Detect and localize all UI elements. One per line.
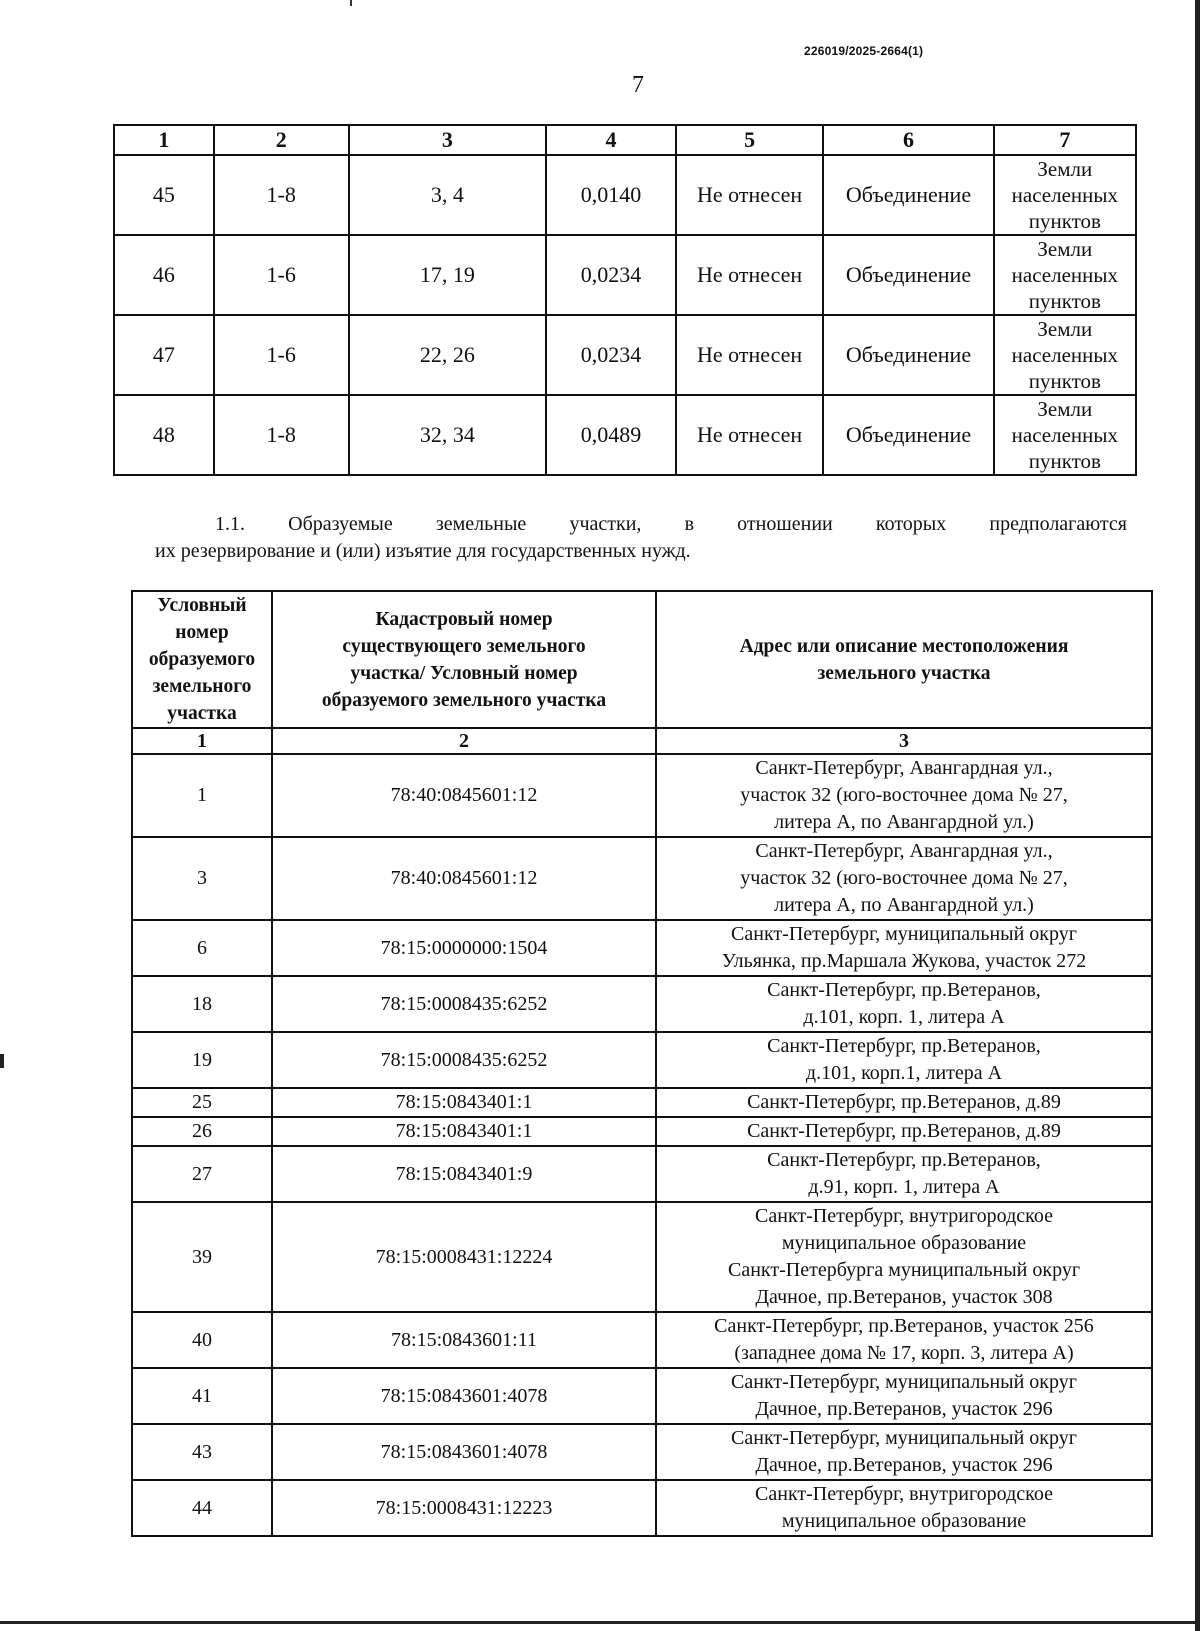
section-heading-line-1: 1.1. Образуемые земельные участки, в отношении которых предполагаются (215, 513, 1127, 535)
land-category (994, 155, 1136, 235)
land-category-line: Земли (1037, 157, 1093, 181)
address-line: д.91, корп. 1, литера А (808, 1176, 1000, 1198)
header-line: участка (167, 703, 237, 724)
table-row (114, 155, 1136, 235)
column-number: 1 (114, 125, 214, 155)
table-row (132, 1032, 1152, 1088)
column-number: 4 (546, 125, 676, 155)
formation-method: Объединение (823, 235, 993, 315)
address-line: Санкт-Петербург, внутригородское (755, 1483, 1053, 1505)
cadastral-number: 78:15:0843401:1 (272, 1117, 656, 1146)
address-line: литера А, по Авангардной ул.) (774, 811, 1034, 833)
table-row (132, 1117, 1152, 1146)
address (656, 1480, 1152, 1536)
land-category-line: пунктов (1028, 289, 1101, 313)
source-plots: 17, 19 (349, 235, 546, 315)
address-line: Санкт-Петербург, пр.Ветеранов, д.89 (747, 1120, 1061, 1142)
address (656, 1312, 1152, 1368)
header-line: земельного участка (817, 662, 991, 684)
land-category-line: населенных (1011, 343, 1118, 367)
header-row (132, 591, 1152, 728)
area-value: 0,0234 (546, 235, 676, 315)
address-line: (западнее дома № 17, корп. 3, литера А) (734, 1342, 1074, 1364)
table-row (132, 1480, 1152, 1536)
address-line: муниципальное образование (781, 1510, 1027, 1532)
area-value: 0,0489 (546, 395, 676, 475)
header-line: образуемого земельного участка (321, 689, 607, 711)
address-line: участок 32 (юго-восточнее дома № 27, (740, 784, 1068, 806)
address (656, 1088, 1152, 1117)
conditional-number: 25 (132, 1088, 272, 1117)
table-row (114, 315, 1136, 395)
column-number: 2 (214, 125, 349, 155)
header-line: существующего земельного (342, 635, 586, 657)
land-category-line: населенных (1011, 183, 1118, 207)
table-row (132, 1088, 1152, 1117)
address (656, 1117, 1152, 1146)
category-status: Не отнесен (676, 235, 823, 315)
address (656, 920, 1152, 976)
cadastral-number: 78:15:0843601:11 (272, 1312, 656, 1368)
address-line: Санкт-Петербург, пр.Ветеранов, д.89 (747, 1091, 1061, 1113)
address-line: муниципальное образование (781, 1232, 1027, 1254)
cadastral-number: 78:15:0843601:4078 (272, 1424, 656, 1480)
cadastral-number: 78:15:0843401:1 (272, 1088, 656, 1117)
reserved-plots-table (131, 590, 1153, 1537)
land-category-line: Земли (1037, 237, 1093, 261)
address-line: Дачное, пр.Ветеранов, участок 296 (755, 1454, 1053, 1476)
land-category-line: пунктов (1028, 369, 1101, 393)
column-number: 7 (994, 125, 1136, 155)
address-line: Дачное, пр.Ветеранов, участок 308 (755, 1286, 1053, 1308)
address-line: Санкт-Петербург, пр.Ветеранов, (767, 979, 1041, 1001)
header-line: Кадастровый номер (375, 608, 553, 630)
land-category-line: Земли (1037, 397, 1093, 421)
column-number-row (114, 125, 1136, 155)
conditional-number: 27 (132, 1146, 272, 1202)
table-row (132, 1202, 1152, 1312)
formation-method: Объединение (823, 315, 993, 395)
point-range: 1-8 (214, 395, 349, 475)
column-number: 3 (656, 728, 1152, 754)
header-conditional-number (132, 591, 272, 728)
land-category-line: пунктов (1028, 209, 1101, 233)
land-plots-table (113, 124, 1137, 476)
address-line: Санкт-Петербург, муниципальный округ (731, 1427, 1077, 1449)
plot-number: 47 (114, 315, 214, 395)
document-number: 226019/2025-2664(1) (804, 44, 924, 58)
address-line: Санкт-Петербург, Авангардная ул., (755, 757, 1053, 779)
address-line: д.101, корп. 1, литера А (803, 1006, 1005, 1028)
area-value: 0,0140 (546, 155, 676, 235)
scan-artifact (350, 0, 352, 6)
address (656, 1424, 1152, 1480)
conditional-number: 40 (132, 1312, 272, 1368)
table-row (132, 1146, 1152, 1202)
address (656, 1368, 1152, 1424)
header-line: участка/ Условный номер (350, 662, 578, 684)
cadastral-number: 78:15:0000000:1504 (272, 920, 656, 976)
column-number-row (132, 728, 1152, 754)
cadastral-number: 78:15:0843601:4078 (272, 1368, 656, 1424)
table-row (114, 395, 1136, 475)
address-line: Ульянка, пр.Маршала Жукова, участок 272 (721, 950, 1087, 972)
cadastral-number: 78:15:0008435:6252 (272, 976, 656, 1032)
plot-number: 48 (114, 395, 214, 475)
table-row (132, 976, 1152, 1032)
address-line: Санкт-Петербург, муниципальный округ (731, 923, 1077, 945)
table-row (132, 920, 1152, 976)
scan-artifact (0, 1054, 4, 1068)
address (656, 976, 1152, 1032)
land-category-line: пунктов (1028, 449, 1101, 473)
land-category-line: населенных (1011, 423, 1118, 447)
header-line: Адрес или описание местоположения (739, 635, 1069, 657)
table-row (132, 1368, 1152, 1424)
address-line: участок 32 (юго-восточнее дома № 27, (740, 867, 1068, 889)
source-plots: 3, 4 (349, 155, 546, 235)
section-1-1-paragraph (155, 511, 1127, 565)
header-address (656, 591, 1152, 728)
scan-edge (1195, 0, 1200, 1631)
land-category-line: населенных (1011, 263, 1118, 287)
cadastral-number: 78:15:0008435:6252 (272, 1032, 656, 1088)
section-heading-line-2: их резервирование и (или) изъятие для государственных нужд. (155, 540, 691, 562)
table-row (132, 1312, 1152, 1368)
header-line: номер (175, 622, 229, 643)
conditional-number: 1 (132, 754, 272, 837)
land-category (994, 395, 1136, 475)
address-line: Санкт-Петербург, внутригородское (755, 1205, 1053, 1227)
address-line: Санкт-Петербург, муниципальный округ (731, 1371, 1077, 1393)
conditional-number: 39 (132, 1202, 272, 1312)
cadastral-number: 78:15:0843401:9 (272, 1146, 656, 1202)
category-status: Не отнесен (676, 155, 823, 235)
column-number: 1 (132, 728, 272, 754)
address-line: Санкт-Петербург, пр.Ветеранов, (767, 1149, 1041, 1171)
header-line: земельного (152, 676, 252, 697)
address-line: Санкт-Петербург, пр.Ветеранов, участок 256 (714, 1315, 1094, 1337)
land-category (994, 235, 1136, 315)
cadastral-number: 78:40:0845601:12 (272, 754, 656, 837)
table-row (132, 1424, 1152, 1480)
conditional-number: 6 (132, 920, 272, 976)
plot-number: 45 (114, 155, 214, 235)
conditional-number: 41 (132, 1368, 272, 1424)
cadastral-number: 78:15:0008431:12224 (272, 1202, 656, 1312)
plot-number: 46 (114, 235, 214, 315)
address-line: литера А, по Авангардной ул.) (774, 894, 1034, 916)
source-plots: 32, 34 (349, 395, 546, 475)
column-number: 6 (823, 125, 993, 155)
page-number: 7 (632, 72, 644, 98)
area-value: 0,0234 (546, 315, 676, 395)
header-line: образуемого (148, 649, 256, 670)
address-line: Дачное, пр.Ветеранов, участок 296 (755, 1398, 1053, 1420)
conditional-number: 43 (132, 1424, 272, 1480)
source-plots: 22, 26 (349, 315, 546, 395)
scan-edge (0, 1621, 1200, 1624)
column-number: 5 (676, 125, 823, 155)
table-row (114, 235, 1136, 315)
point-range: 1-8 (214, 155, 349, 235)
point-range: 1-6 (214, 235, 349, 315)
land-category (994, 315, 1136, 395)
header-line: Условный (157, 595, 247, 616)
point-range: 1-6 (214, 315, 349, 395)
formation-method: Объединение (823, 395, 993, 475)
column-number: 2 (272, 728, 656, 754)
address (656, 1202, 1152, 1312)
header-cadastral-number (272, 591, 656, 728)
cadastral-number: 78:40:0845601:12 (272, 837, 656, 920)
cadastral-number: 78:15:0008431:12223 (272, 1480, 656, 1536)
address-line: Санкт-Петербург, пр.Ветеранов, (767, 1035, 1041, 1057)
conditional-number: 26 (132, 1117, 272, 1146)
table-row (132, 837, 1152, 920)
address-line: Санкт-Петербург, Авангардная ул., (755, 840, 1053, 862)
conditional-number: 18 (132, 976, 272, 1032)
address (656, 837, 1152, 920)
formation-method: Объединение (823, 155, 993, 235)
category-status: Не отнесен (676, 395, 823, 475)
address (656, 1146, 1152, 1202)
address-line: Санкт-Петербурга муниципальный округ (727, 1259, 1081, 1281)
conditional-number: 44 (132, 1480, 272, 1536)
address (656, 1032, 1152, 1088)
category-status: Не отнесен (676, 315, 823, 395)
address (656, 754, 1152, 837)
column-number: 3 (349, 125, 546, 155)
table-row (132, 754, 1152, 837)
conditional-number: 3 (132, 837, 272, 920)
address-line: д.101, корп.1, литера А (805, 1062, 1003, 1084)
conditional-number: 19 (132, 1032, 272, 1088)
land-category-line: Земли (1037, 317, 1093, 341)
